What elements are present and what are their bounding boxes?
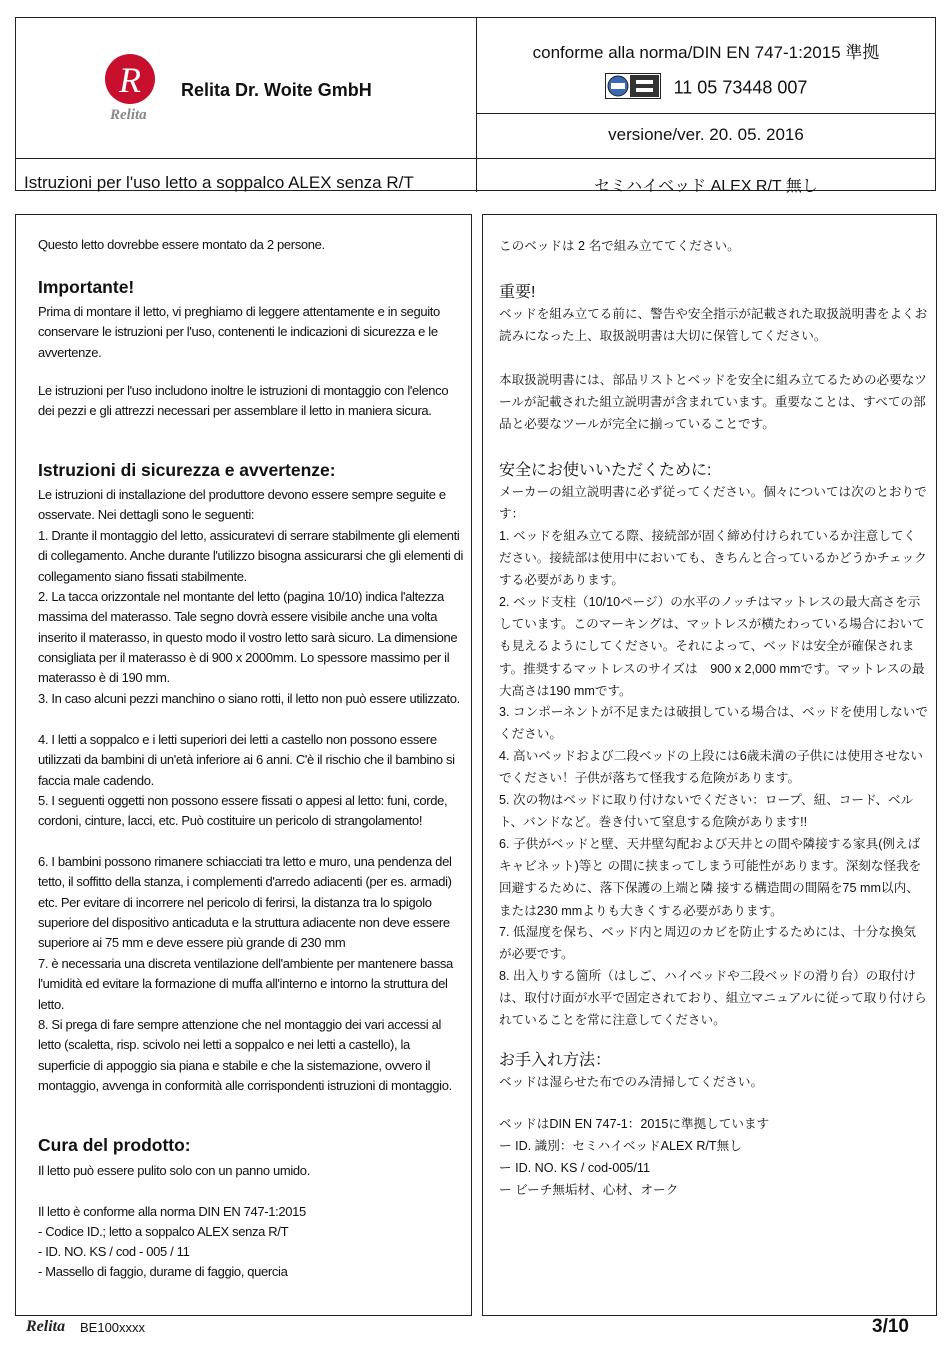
it-safety-heading: Istruzioni di sicurezza e avvertenze: [38,460,336,480]
jp-safety-item-2: 2. ベッド支柱（10/10ページ）の水平のノッチはマットレスの最大高さを示しています。このマーキングは、マットレスが横たわっている場合においても見えるようにしてください。それによって、ベッドは安全が確保されます。推奨するマットレスのサイズは 900 x 2,000 mmです。マットレスの最大高さは190 mmです。 [499,595,925,698]
title-japanese: セミハイベッド ALEX R/T 無し [594,178,818,195]
it-safety-intro: Le istruzioni di installazione del produttore devono essere sempre seguite e osservate. Nei dettagli sono le seguenti: [38,487,446,523]
jp-important-paragraph-2: 本取扱説明書には、部品リストとベッドを安全に組み立てるための必要なツールが記載された組立説明書が含まれています。重要なことは、すべての部品と必要なツールが完全に揃っていることです。 [499,373,927,432]
it-safety-item-4: 4. I letti a soppalco e i letti superiori dei letti a castello non possono essere utilizzati da bambini di un'età inferiore ai 6 anni. C'è il rischio che il bambino si faccia male cadendo. [38,732,455,788]
jp-conformity-line-3: ー ID. NO. KS / cod-005/11 [499,1161,650,1175]
jp-safety-intro: メーカーの組立説明書に必ず従ってください。個々については次のとおりです： [499,485,927,522]
header-divider-upper [476,113,935,114]
company-name: Relita Dr. Woite GmbH [181,80,372,100]
footer-document-code: BE100xxxx [80,1320,146,1335]
it-safety-item-7: 7. è necessaria una discreta ventilazione dell'ambiente per mantenere bassa l'umidità ed evitare la formazione di muffa all'interno e intorno la struttura del letto. [38,956,453,1012]
jp-conformity-line-4: ー ビーチ無垢材、心材、オーク [499,1183,679,1197]
norm-compliance: conforme alla norma/DIN EN 747-1:2015 準拠 [532,43,880,62]
footer-logo: Relita [26,1318,66,1335]
relita-logo [102,51,166,133]
jp-safety-item-4: 4. 高いベッドおよび二段ベッドの上段には6歳未満の子供には使用させないでください！子供が落ちて怪我する危険があります。 [499,749,924,786]
jp-safety-item-5: 5. 次の物はベッドに取り付けないでください：ロープ、紐、コード、ベルト、バンドなど。巻き付いて窒息する危険があります!! [499,793,914,830]
it-important-heading: Importante! [38,277,135,297]
jp-important-heading: 重要! [499,284,536,301]
japanese-column [482,214,937,1316]
jp-conformity-line-2: ー ID. 識別：セミハイベッドALEX R/T無し [499,1139,742,1153]
jp-important-paragraph-1: ベッドを組み立てる前に、警告や安全指示が記載された取扱説明書をよくお読みになった上、取扱説明書は大切に保管してください。 [499,307,928,344]
jp-conformity-line-1: ベッドはDIN EN 747-1：2015に準拠しています [499,1117,770,1131]
it-important-paragraph-1: Prima di montare il letto, vi preghiamo di leggere attentamente e in seguito conservare le istruzioni per l'uso, contenenti le indicazioni di sicurezza e le avvertenze. [38,304,440,360]
italian-column [15,214,472,1316]
it-care-text: Il letto può essere pulito solo con un panno umido. [38,1163,310,1178]
jp-safety-item-7: 7. 低湿度を保ち、ベッド内と周辺のカビを防止するためには、十分な換気が必要です。 [499,925,917,962]
version-label: versione/ver. 20. 05. 2016 [608,125,804,144]
jp-safety-item-3: 3. コンポーネントが不足または破損している場合は、ベッドを使用しないでください。 [499,705,928,742]
cert-number: 11 05 73448 007 [673,77,808,98]
certification [478,73,934,104]
it-safety-item-1: 1. Drante il montaggio del letto, assicuratevi di serrare stabilmente gli elementi di collegamento. Anche durante l'utilizzo bisogna assicurarsi che gli elementi di collegamento siano fissati stabilmente. [38,528,464,584]
logo-wordmark: Relita [110,107,147,123]
it-conformity-line-4: - Massello di faggio, durame di faggio, quercia [38,1264,288,1279]
it-conformity-line-2: - Codice ID.; letto a soppalco ALEX senza R/T [38,1224,289,1239]
document-header [15,17,936,195]
header-divider-lower [16,158,935,159]
it-important-paragraph-2: Le istruzioni per l'uso includono inoltre le istruzioni di montaggio con l'elenco dei pezzi e gli attrezzi necessari per assemblare il letto in maniera sicura. [38,383,449,419]
it-care-heading: Cura del prodotto: [38,1135,191,1155]
it-safety-item-5: 5. I seguenti oggetti non possono essere fissati o appesi al letto: funi, corde, cordoni, cinture, lacci, etc. Può costituire un pericolo di strangolamento! [38,793,448,829]
jp-care-heading: お手入れ方法： [499,1052,612,1069]
jp-care-text: ベッドは湿らせた布でのみ清掃してください。 [499,1075,764,1089]
it-safety-item-8: 8. Si prega di fare sempre attenzione che nel montaggio dei vari accessi al letto (scaletta, risp. scivolo nei letti a soppalco e nei letti a castello), la superficie di appoggio sia piana e stabile e che la sistemazione, ovvero il montaggio, avvenga in conformità alle corrispondenti istruzioni di montaggio. [38,1017,452,1093]
header-divider-vertical [476,18,477,192]
jp-safety-item-6: 6. 子供がベッドと壁、天井壁勾配および天井との間や隣接する家具(例えばキャビネット)等と の間に挟まってしまう可能性があります。深刻な怪我を回避するために、落下保護の上端と隣 接する構造間の間隔を75 mm以内、または230 mmよりも大きくする必要があります。 [499,837,922,918]
page-number: 3/10 [872,1316,909,1337]
it-conformity-line-3: - ID. NO. KS / cod - 005 / 11 [38,1244,190,1259]
tuv-gs-badge-icon [605,73,661,104]
it-safety-item-6: 6. I bambini possono rimanere schiacciati tra letto e muro, una pendenza del tetto, il soffitto della stanza, i complementi d'arredo adiacenti (per es. armadi) etc. Per evitare di incorrere nel pericolo di ferirsi, la distanza tra lo spigolo superiore del dispositivo anticaduta e la struttura adiacente non deve essere superiore ai 75 mm e deve essere più grande di 230 mm [38,854,452,951]
jp-safety-item-8: 8. 出入りする箇所（はしご、ハイベッドや二段ベッドの滑り台）の取付けは、取付け面が水平で固定されており、組立マニュアルに従って取り付けられていることを常に注意してください。 [499,969,927,1028]
jp-safety-item-1: 1. ベッドを組み立てる際、接続部が固く締め付けられているか注意してください。接続部は使用中においても、きちんと合っているかどうかチェックする必要があります。 [499,529,927,588]
it-conformity-line-1: Il letto è conforme alla norma DIN EN 747-1:2015 [38,1204,306,1219]
it-intro: Questo letto dovrebbe essere montato da 2 persone. [38,237,325,252]
it-safety-item-2: 2. La tacca orizzontale nel montante del letto (pagina 10/10) indica l'altezza massima del materasso. Tale segno dovrà essere visibile anche una volta inserito il materasso, in questo modo il vostro letto sarà sicuro. La dimensione consigliata per il materasso è di 900 x 2000mm. Lo spessore massimo per il materasso è di 190 mm. [38,589,458,686]
jp-intro: このベッドは 2 名で組み立ててください。 [499,239,740,253]
jp-safety-heading: 安全にお使いいただくために: [499,462,712,479]
it-safety-item-3: 3. In caso alcuni pezzi manchino o siano rotti, il letto non può essere utilizzato. [38,691,460,706]
title-italian: Istruzioni per l'uso letto a soppalco ALEX senza R/T [24,173,414,192]
svg-text:R: R [119,60,141,100]
